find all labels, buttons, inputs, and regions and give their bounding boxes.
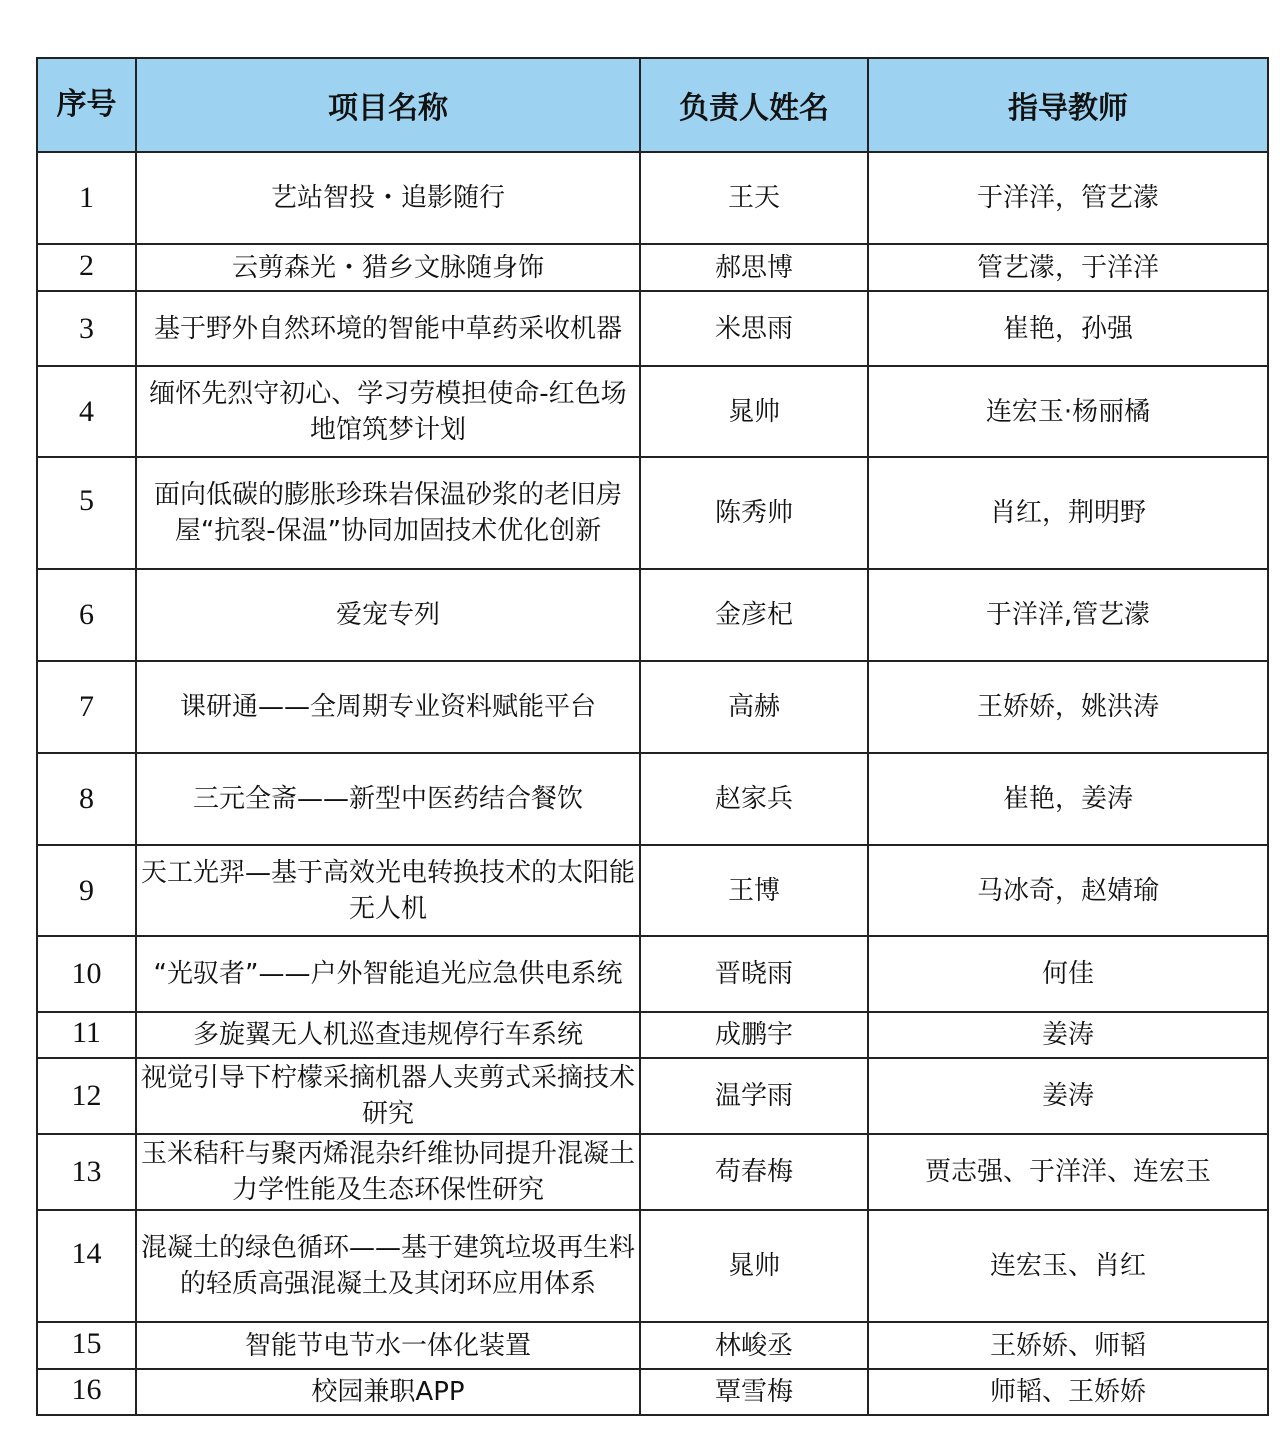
table-row bbox=[37, 753, 1268, 845]
leader-name: 高赫 bbox=[640, 661, 868, 753]
table-row bbox=[37, 936, 1268, 1012]
row-index: 8 bbox=[37, 753, 136, 845]
header-leader-name: 负责人姓名 bbox=[640, 58, 868, 152]
advisor-names: 于洋洋，管艺濛 bbox=[868, 152, 1268, 244]
row-index: 16 bbox=[37, 1369, 136, 1415]
row-index: 6 bbox=[37, 569, 136, 661]
leader-name: 苟春梅 bbox=[640, 1134, 868, 1210]
leader-name: 金彦杞 bbox=[640, 569, 868, 661]
advisor-names: 连宏玉·杨丽橘 bbox=[868, 366, 1268, 457]
advisor-names: 于洋洋,管艺濛 bbox=[868, 569, 1268, 661]
project-name: 缅怀先烈守初心、学习劳模担使命-红色场地馆筑梦计划 bbox=[136, 366, 640, 457]
advisor-names: 王娇娇、师韬 bbox=[868, 1322, 1268, 1369]
project-name: “光驭者”——户外智能追光应急供电系统 bbox=[136, 936, 640, 1012]
row-index: 2 bbox=[37, 244, 136, 291]
row-index: 5 bbox=[37, 457, 136, 569]
leader-name: 覃雪梅 bbox=[640, 1369, 868, 1415]
leader-name: 王天 bbox=[640, 152, 868, 244]
row-index: 9 bbox=[37, 845, 136, 936]
advisor-names: 管艺濛，于洋洋 bbox=[868, 244, 1268, 291]
project-name: 云剪森光・猎乡文脉随身饰 bbox=[136, 244, 640, 291]
leader-name: 赵家兵 bbox=[640, 753, 868, 845]
advisor-names: 崔艳，姜涛 bbox=[868, 753, 1268, 845]
table-row bbox=[37, 244, 1268, 291]
advisor-names: 贾志强、于洋洋、连宏玉 bbox=[868, 1134, 1268, 1210]
project-list-sheet bbox=[36, 57, 1269, 1416]
table-row bbox=[37, 291, 1268, 366]
project-name: 课研通——全周期专业资料赋能平台 bbox=[136, 661, 640, 753]
table-row bbox=[37, 1369, 1268, 1415]
table-row bbox=[37, 1134, 1268, 1210]
leader-name: 晋晓雨 bbox=[640, 936, 868, 1012]
project-name: 校园兼职APP bbox=[136, 1369, 640, 1415]
project-name: 三元全斋——新型中医药结合餐饮 bbox=[136, 753, 640, 845]
advisor-names: 何佳 bbox=[868, 936, 1268, 1012]
leader-name: 林峻丞 bbox=[640, 1322, 868, 1369]
table-row bbox=[37, 1058, 1268, 1134]
leader-name: 陈秀帅 bbox=[640, 457, 868, 569]
advisor-names: 连宏玉、肖红 bbox=[868, 1210, 1268, 1322]
project-name: 视觉引导下柠檬采摘机器人夹剪式采摘技术研究 bbox=[136, 1058, 640, 1134]
project-name: 多旋翼无人机巡查违规停行车系统 bbox=[136, 1012, 640, 1058]
leader-name: 晁帅 bbox=[640, 1210, 868, 1322]
project-name: 混凝土的绿色循环——基于建筑垃圾再生料的轻质高强混凝土及其闭环应用体系 bbox=[136, 1210, 640, 1322]
table-row bbox=[37, 569, 1268, 661]
row-index: 12 bbox=[37, 1058, 136, 1134]
advisor-names: 王娇娇，姚洪涛 bbox=[868, 661, 1268, 753]
row-index: 1 bbox=[37, 152, 136, 244]
header-row bbox=[37, 58, 1268, 152]
advisor-names: 姜涛 bbox=[868, 1058, 1268, 1134]
leader-name: 王博 bbox=[640, 845, 868, 936]
advisor-names: 姜涛 bbox=[868, 1012, 1268, 1058]
row-index: 7 bbox=[37, 661, 136, 753]
row-index: 13 bbox=[37, 1134, 136, 1210]
row-index: 14 bbox=[37, 1210, 136, 1322]
header-index: 序号 bbox=[37, 58, 136, 152]
header-project-name: 项目名称 bbox=[136, 58, 640, 152]
project-name: 面向低碳的膨胀珍珠岩保温砂浆的老旧房屋“抗裂-保温”协同加固技术优化创新 bbox=[136, 457, 640, 569]
row-index: 15 bbox=[37, 1322, 136, 1369]
header-advisor: 指导教师 bbox=[868, 58, 1268, 152]
table-row bbox=[37, 366, 1268, 457]
table-row bbox=[37, 152, 1268, 244]
advisor-names: 肖红，荆明野 bbox=[868, 457, 1268, 569]
table-row bbox=[37, 1012, 1268, 1058]
table-row bbox=[37, 457, 1268, 569]
advisor-names: 马冰奇，赵婧瑜 bbox=[868, 845, 1268, 936]
table-row bbox=[37, 661, 1268, 753]
row-index: 11 bbox=[37, 1012, 136, 1058]
project-name: 天工光羿—基于高效光电转换技术的太阳能无人机 bbox=[136, 845, 640, 936]
advisor-names: 师韬、王娇娇 bbox=[868, 1369, 1268, 1415]
leader-name: 郝思博 bbox=[640, 244, 868, 291]
project-name: 艺站智投・追影随行 bbox=[136, 152, 640, 244]
row-index: 4 bbox=[37, 366, 136, 457]
leader-name: 温学雨 bbox=[640, 1058, 868, 1134]
project-table bbox=[36, 57, 1269, 1416]
row-index: 10 bbox=[37, 936, 136, 1012]
project-name: 爱宠专列 bbox=[136, 569, 640, 661]
row-index: 3 bbox=[37, 291, 136, 366]
leader-name: 晁帅 bbox=[640, 366, 868, 457]
project-name: 玉米秸秆与聚丙烯混杂纤维协同提升混凝土力学性能及生态环保性研究 bbox=[136, 1134, 640, 1210]
project-name: 智能节电节水一体化装置 bbox=[136, 1322, 640, 1369]
project-name: 基于野外自然环境的智能中草药采收机器 bbox=[136, 291, 640, 366]
table-row bbox=[37, 845, 1268, 936]
leader-name: 成鹏宇 bbox=[640, 1012, 868, 1058]
leader-name: 米思雨 bbox=[640, 291, 868, 366]
table-row bbox=[37, 1322, 1268, 1369]
table-row bbox=[37, 1210, 1268, 1322]
advisor-names: 崔艳，孙强 bbox=[868, 291, 1268, 366]
